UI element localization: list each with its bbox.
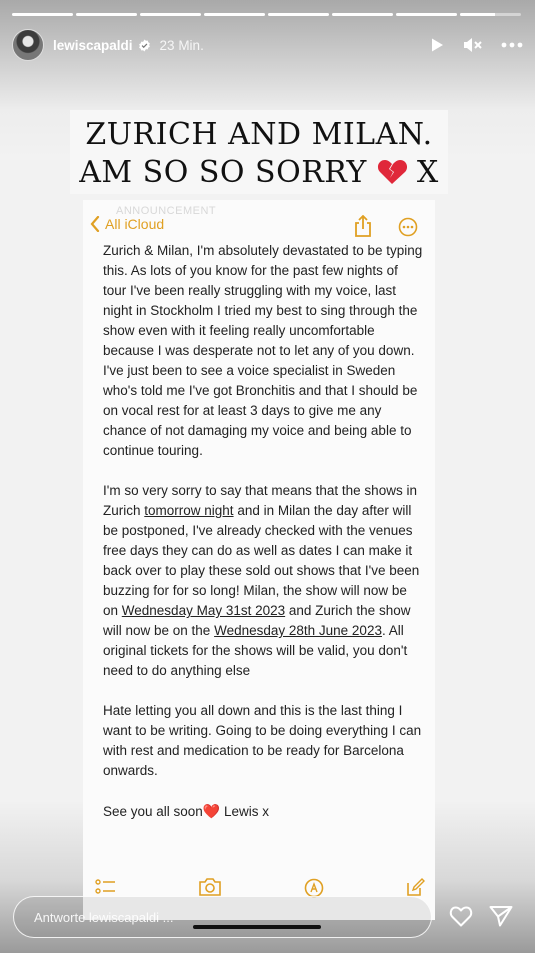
note-toolbar (95, 878, 425, 898)
username[interactable]: lewiscapaldi (53, 37, 133, 53)
share-icon[interactable] (354, 215, 372, 237)
headline-suffix: X (416, 155, 439, 190)
progress-fill (332, 13, 393, 16)
p2-text-d: . All original tickets for the shows will be valid, you don't need to do anything else (103, 623, 408, 678)
home-indicator (193, 925, 321, 929)
avatar[interactable] (12, 29, 44, 61)
note-body (103, 241, 423, 842)
progress-fill (76, 13, 137, 16)
compose-icon[interactable] (405, 878, 425, 898)
more-options-icon[interactable] (501, 42, 523, 48)
verified-badge-icon (138, 39, 151, 52)
headline-line-2-text: AM SO SO SORRY (79, 155, 367, 190)
broken-heart-icon (377, 159, 407, 185)
markup-pen-icon[interactable] (304, 878, 324, 898)
p2-text-c: and Zurich the show will now be on the (103, 603, 411, 638)
chevron-left-icon (90, 216, 100, 232)
reply-input[interactable] (34, 910, 431, 925)
link-zurich-date[interactable]: Wednesday 28th June 2023 (214, 623, 382, 638)
progress-segment (12, 13, 73, 16)
send-icon[interactable] (489, 905, 513, 927)
progress-segment (332, 13, 393, 16)
post-time: 23 Min. (159, 37, 204, 53)
like-heart-icon[interactable] (449, 905, 473, 927)
red-heart-emoji: ❤️ (202, 803, 221, 819)
story-progress (12, 13, 521, 16)
mute-icon[interactable] (463, 37, 483, 53)
progress-fill (268, 13, 329, 16)
progress-segment (76, 13, 137, 16)
progress-fill (140, 13, 201, 16)
link-tomorrow-night[interactable]: tomorrow night (144, 503, 234, 518)
progress-fill (396, 13, 457, 16)
progress-fill (204, 13, 265, 16)
headline-line-1: ZURICH AND MILAN. (85, 117, 433, 152)
camera-icon[interactable] (198, 878, 222, 896)
note-ghost-heading: ANNOUNCEMENT (116, 205, 217, 217)
progress-fill (460, 13, 495, 16)
progress-segment (140, 13, 201, 16)
p4-text-a: See you all soon (103, 804, 203, 819)
headline-line-2 (70, 154, 448, 192)
reply-bar[interactable] (13, 896, 432, 938)
note-paragraph-4 (103, 801, 423, 822)
p2-text-b: and in Milan the day after will be postponed, I've already checked with the venues free days they can do as well as dates I can make it back over to play these sold out shows that I've been buzzing for for so long! Milan, the show will now be on (103, 503, 420, 618)
checklist-icon[interactable] (95, 878, 117, 896)
headline (70, 110, 448, 194)
p4-text-b: Lewis x (220, 804, 270, 819)
p2-text-a: I'm so very sorry to say that means that the shows in Zurich (103, 483, 417, 518)
progress-segment (204, 13, 265, 16)
progress-fill (12, 13, 73, 16)
progress-segment (268, 13, 329, 16)
note-more-icon[interactable] (398, 217, 418, 237)
note-paragraph-3: Hate letting you all down and this is the last thing I want to be writing. Going to be doing everything I can with rest and medication to be ready for Barcelona onwards. (103, 703, 422, 778)
back-to-all-icloud[interactable] (90, 216, 164, 232)
story-header (12, 28, 523, 62)
note-paragraph-2 (103, 481, 423, 681)
progress-segment (460, 13, 521, 16)
note-paragraph-1: Zurich & Milan, I'm absolutely devastated to be typing this. As lots of you know for the past few nights of tour I've been really struggling with my voice, last night in Stockholm I tried my best to sing through the show even with it feeling really uncomfortable because I was desperate not to let any of you down. I've just been to see a voice specialist in Sweden who's told me I've got Bronchitis and that I should be on vocal rest for at least 3 days to give me any chance of not damaging my voice and being able to continue touring. (103, 243, 423, 458)
play-icon[interactable] (429, 37, 445, 53)
link-milan-date[interactable]: Wednesday May 31st 2023 (121, 603, 286, 618)
progress-segment (396, 13, 457, 16)
back-label: All iCloud (105, 216, 165, 232)
